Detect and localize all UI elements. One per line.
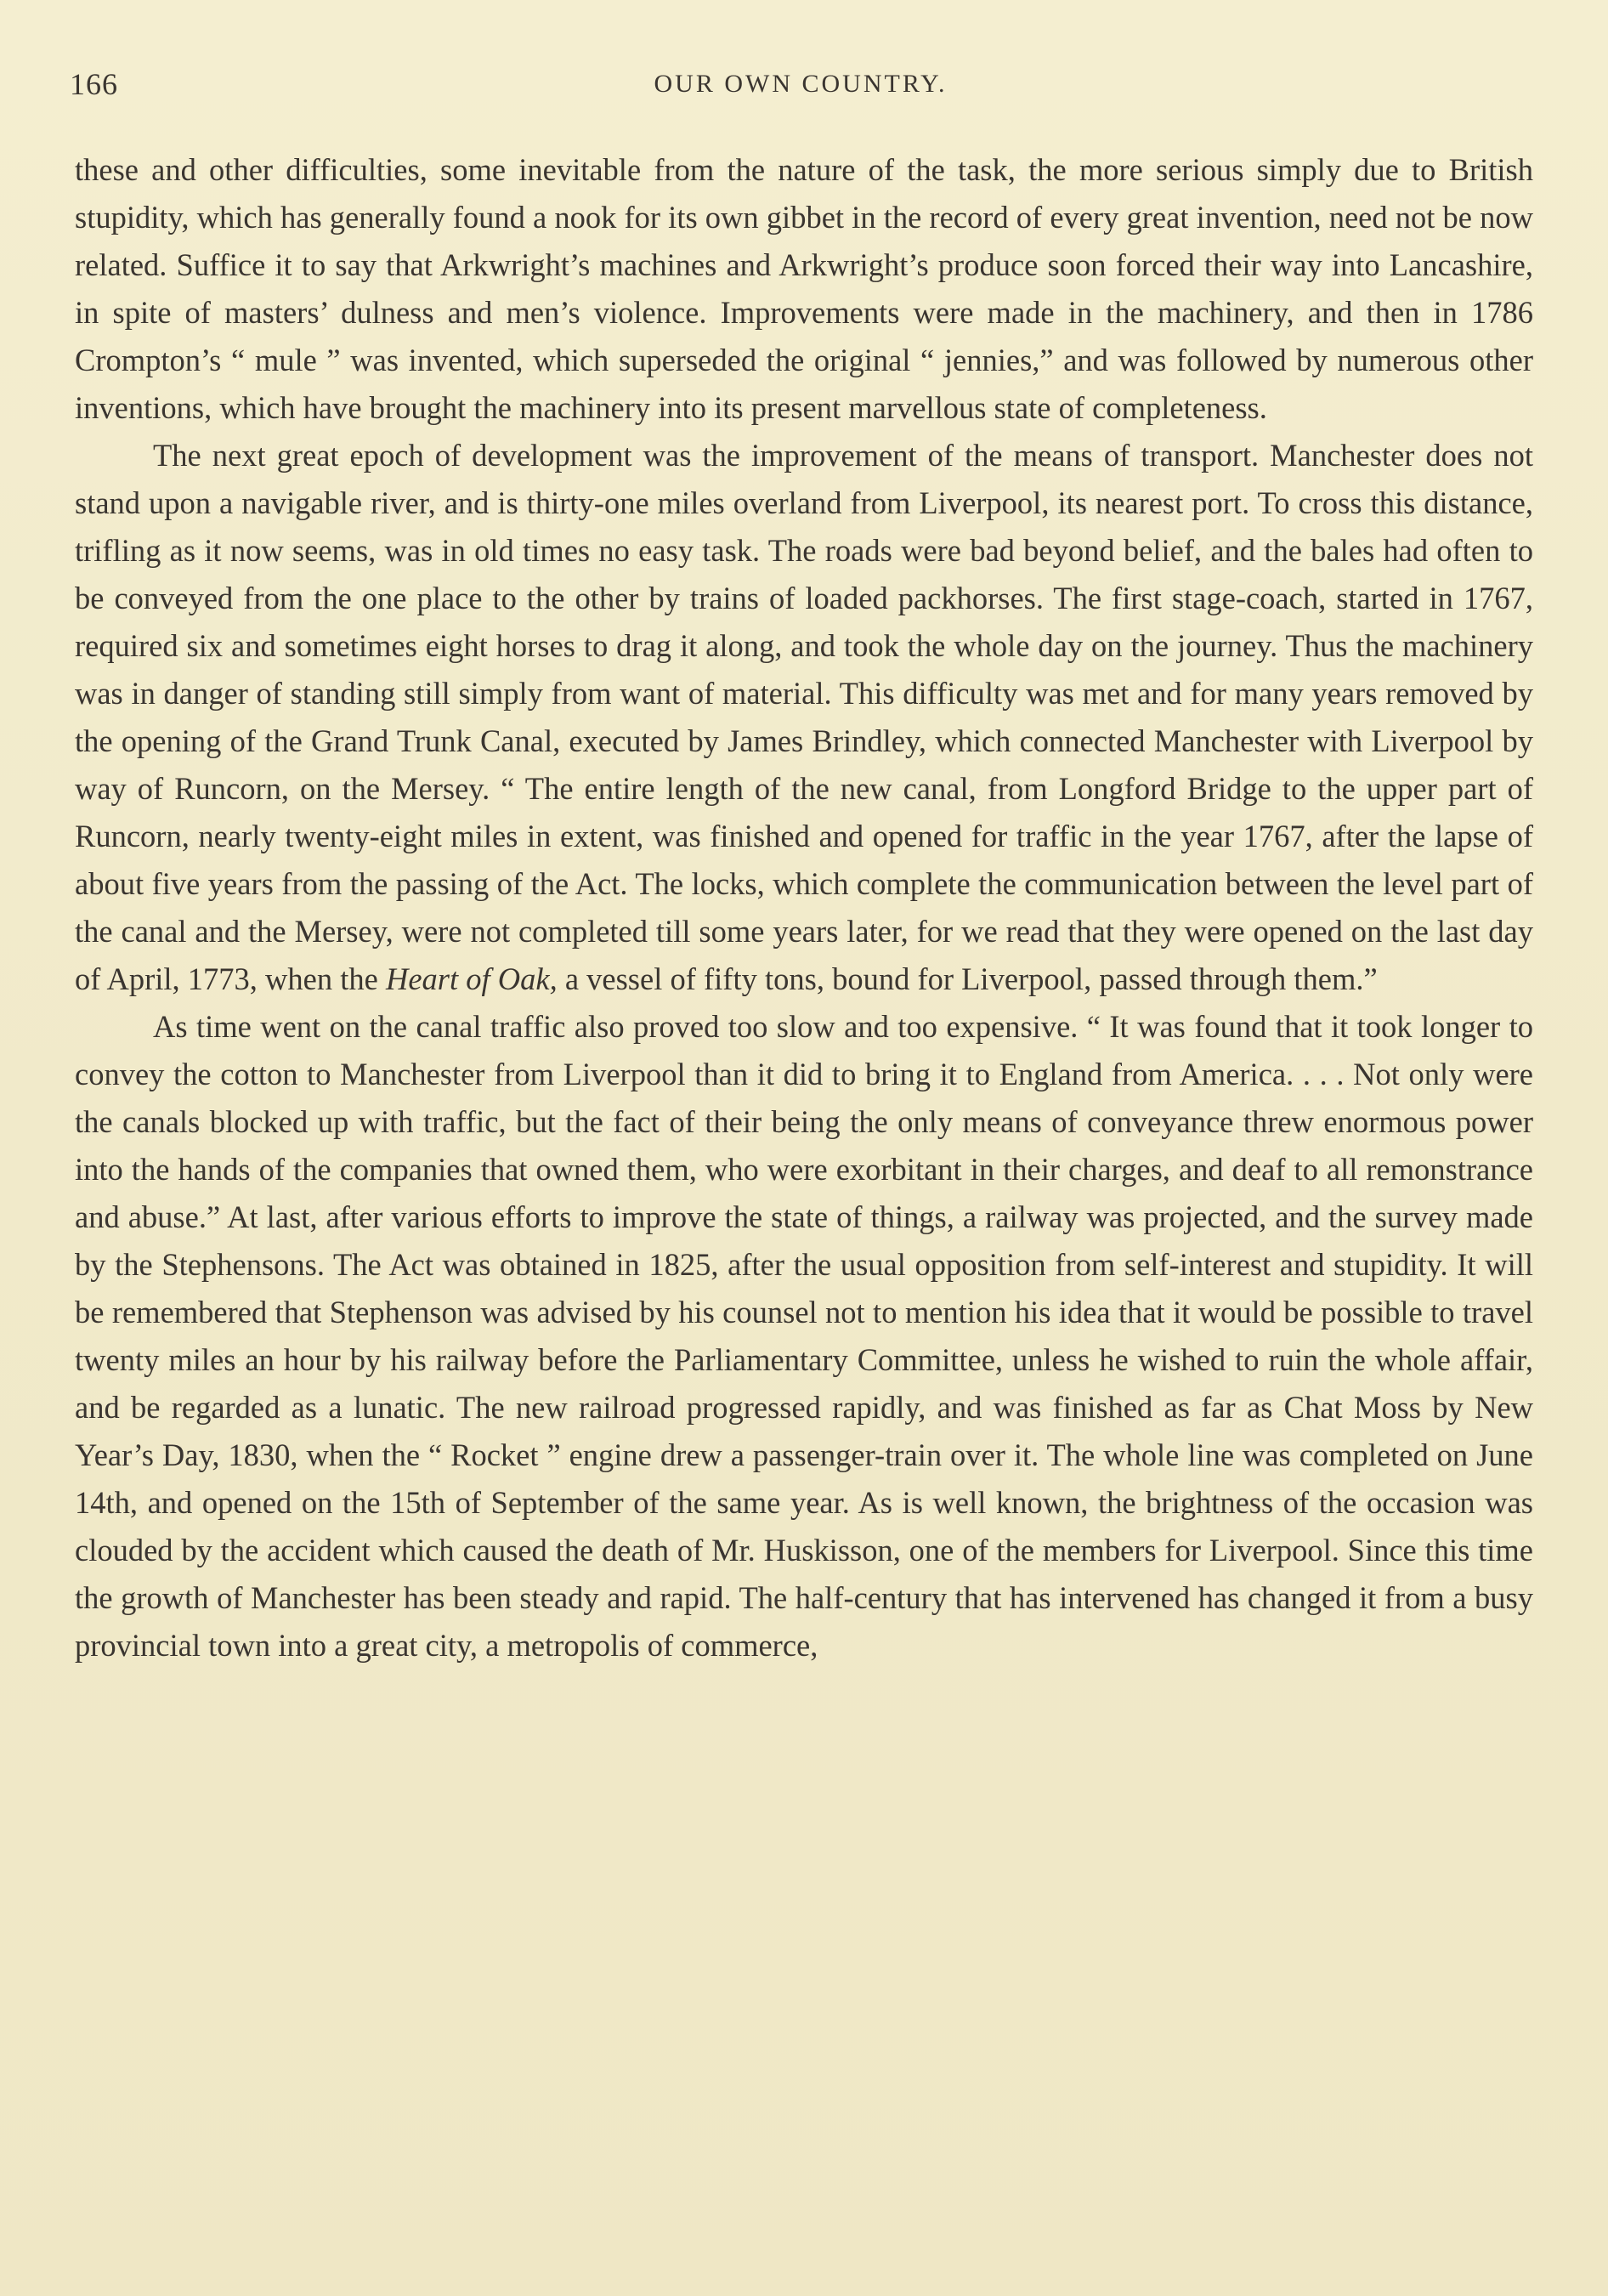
paragraph-2-text-a: The next great epoch of development was the improvement of the means of transport. Manchester does not stand upon a navigable river, and is thirty-one miles overland from Liverpool, its nearest port. To cross this distance, trifling as it now seems, was in old times no easy task. The roads were bad beyond belief, and the bales had often to be conveyed from the one place to the other by trains of loaded packhorses. The first stage-coach, started in 1767, required six and sometimes eight horses to drag it along, and took the whole day on the journey. Thus the machinery was in danger of standing still simply from want of material. This difficulty was met and for many years removed by the opening of the Grand Trunk Canal, executed by James Brindley, which connected Manchester with Liverpool by way of Runcorn, on the Mersey. “ The entire length of the new canal, from Longford Bridge to the upper part of Runcorn, nearly twenty-eight miles in extent, was finished and opened for traffic in the year 1767, after the lapse of about five years from the passing of the Act. The locks, which complete the communication between the level part of the canal and the Mersey, were not completed till some years later, for we read that they were opened on the last day of April, 1773, when the [75,438,1533,996]
body-text [75,146,1533,1670]
paragraph-2-text-b: a vessel of fifty tons, bound for Liverpool, passed through them.” [557,961,1378,996]
page-number: 166 [70,67,118,101]
paragraph-2 [75,432,1533,1003]
paragraph-3 [75,1003,1533,1670]
ship-name-heart-of-oak: Heart of Oak, [385,961,558,996]
running-title: OUR OWN COUNTRY. [654,70,948,98]
paragraph-3-text: As time went on the canal traffic also proved too slow and too expensive. “ It was found that it took longer to convey the cotton to Manchester from Liverpool than it did to bring it to England from America. . . . Not only were the canals blocked up with traffic, but the fact of their being the only means of conveyance threw enormous power into the hands of the companies that owned them, who were exorbitant in their charges, and deaf to all remonstrance and abuse.” At last, after various efforts to improve the state of things, a railway was projected, and the survey made by the Stephensons. The Act was obtained in 1825, after the usual opposition from self-interest and stupidity. It will be remembered that Stephenson was advised by his counsel not to mention his idea that it would be possible to travel twenty miles an hour by his railway before the Parliamentary Committee, unless he wished to ruin the whole affair, and be regarded as a lunatic. The new railroad progressed rapidly, and was finished as far as Chat Moss by New Year’s Day, 1830, when the “ Rocket ” engine drew a passenger-train over it. The whole line was completed on June 14th, and opened on the 15th of September of the same year. As is well known, the brightness of the occasion was clouded by the accident which caused the death of Mr. Huskisson, one of the members for Liverpool. Since this time the growth of Manchester has been steady and rapid. The half-century that has intervened has changed it from a busy provincial town into a great city, a metropolis of commerce, [75,1009,1533,1663]
paragraph-1 [75,146,1533,432]
running-head [70,66,1532,109]
paragraph-1-text: these and other difficulties, some inevitable from the nature of the task, the more serious simply due to British stupidity, which has generally found a nook for its own gibbet in the record of every great invention, need not be now related. Suffice it to say that Arkwright’s machines and Arkwright’s produce soon forced their way into Lancashire, in spite of masters’ dulness and men’s violence. Improvements were made in the machinery, and then in 1786 Crompton’s “ mule ” was invented, which superseded the original “ jennies,” and was followed by numerous other inventions, which have brought the machinery into its present marvellous state of completeness. [75,152,1533,425]
